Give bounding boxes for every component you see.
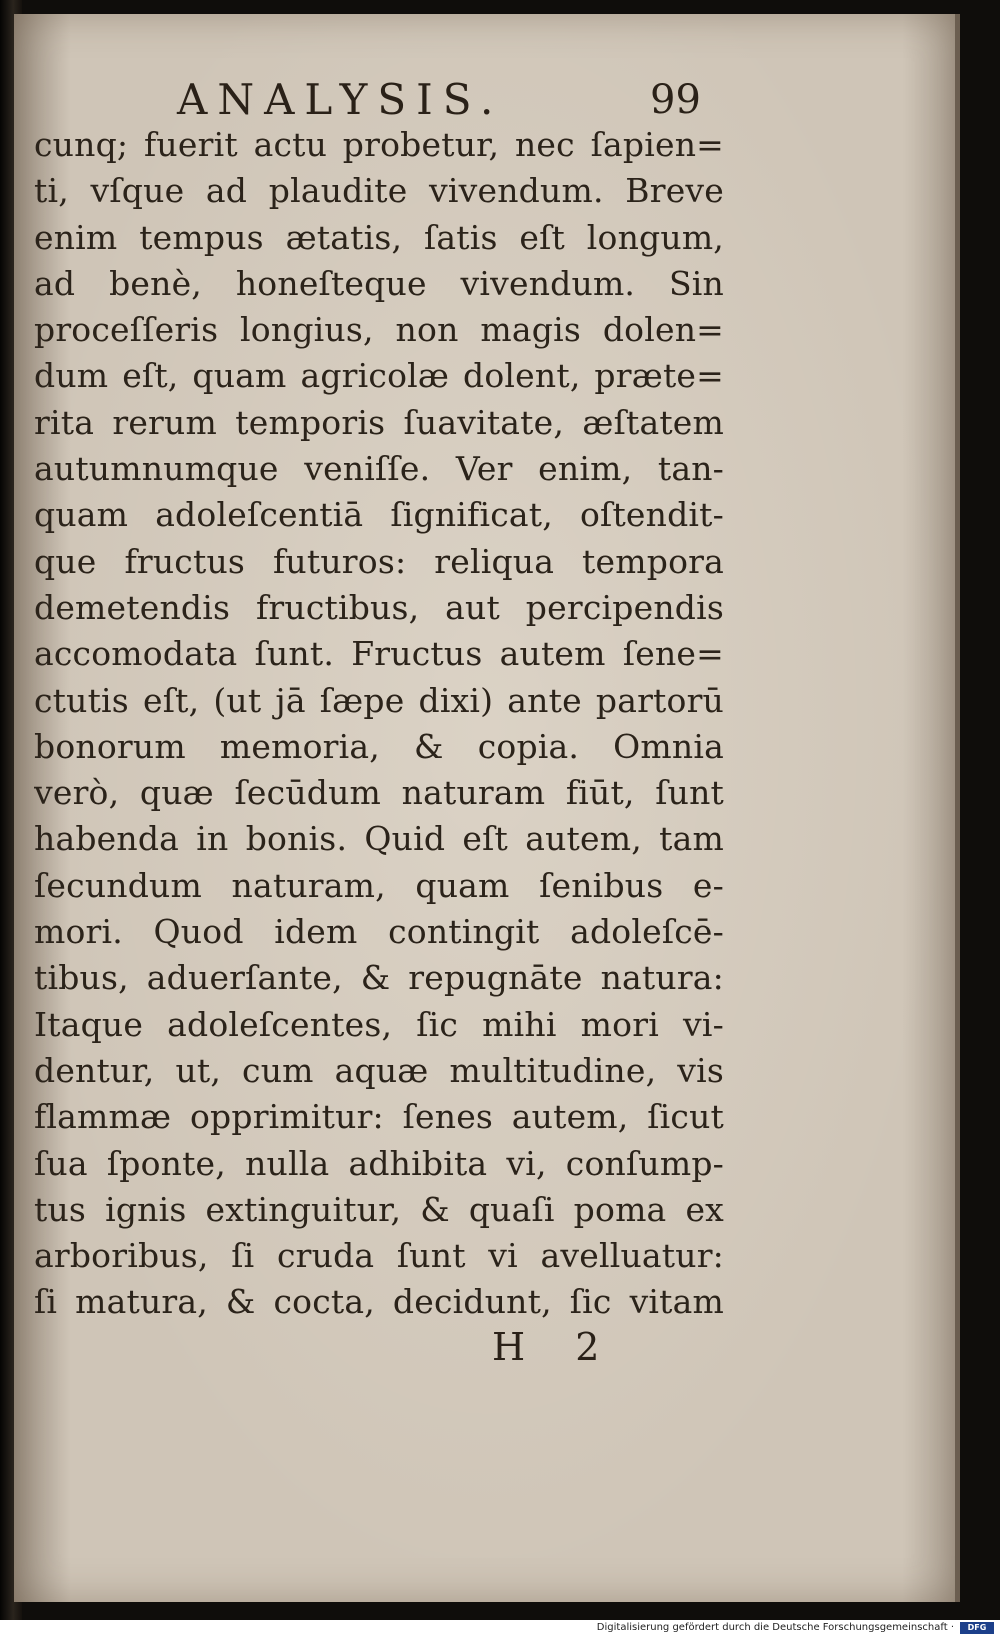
text-line: que fructus futuros: reliqua tempora xyxy=(34,541,724,581)
text-line: arboribus, ſi cruda ſunt vi avelluatur: xyxy=(34,1236,724,1276)
text-line: ſecundum naturam, quam ſenibus e- xyxy=(34,865,724,905)
text-line: rita rerum temporis ſuavitate, æſtatem xyxy=(34,402,724,442)
text-line: tibus, aduerſante, & repugnāte natura: xyxy=(34,958,724,998)
text-line: proceſſeris longius, non magis dolen= xyxy=(34,310,724,350)
text-line: ti, vſque ad plaudite vivendum. Breve xyxy=(34,171,724,211)
dfg-logo-icon[interactable]: DFG xyxy=(960,1622,994,1634)
page-number: 99 xyxy=(650,77,701,123)
page-edge xyxy=(955,14,960,1602)
text-line: enim tempus ætatis, ſatis eſt longum, xyxy=(34,217,724,257)
text-line: flammæ opprimitur: ſenes autem, ſicut xyxy=(34,1097,724,1137)
text-line: quam adoleſcentiā ſignificat, oſtendit- xyxy=(34,495,724,535)
text-line: tus ignis extinguitur, & quaſi poma ex xyxy=(34,1189,724,1229)
running-title: ANALYSIS. xyxy=(177,75,504,124)
text-line: cunq; fuerit actu probetur, nec ſapien= xyxy=(34,125,724,164)
text-line: autumnumque veniſſe. Ver enim, tan- xyxy=(34,449,724,489)
text-line: dentur, ut, cum aquæ multitudine, vis xyxy=(34,1050,724,1090)
text-line: habenda in bonis. Quid eſt autem, tam xyxy=(34,819,724,859)
text-line: verò, quæ ſecūdum naturam fiūt, ſunt xyxy=(34,773,724,813)
text-line: accomodata ſunt. Fructus autem ſene= xyxy=(34,634,724,674)
text-line: bonorum memoria, & copia. Omnia xyxy=(34,726,724,766)
text-line: demetendis fructibus, aut percipendis xyxy=(34,587,724,627)
text-line: Itaque adoleſcentes, ſic mihi mori vi- xyxy=(34,1004,724,1044)
funding-credit: Digitalisierung gefördert durch die Deutsche Forschungsgemeinschaft · xyxy=(596,1622,954,1633)
text-line: dum eſt, quam agricolæ dolent, præte= xyxy=(34,356,724,396)
text-line: ctutis eſt, (ut jā ſæpe dixi) ante partorū xyxy=(34,680,724,720)
text-line: ad benè, honeſteque vivendum. Sin xyxy=(34,263,724,303)
signature-mark: H 2 xyxy=(492,1325,600,1369)
body-text xyxy=(34,122,724,1326)
text-line: ſua ſponte, nulla adhibita vi, conſump- xyxy=(34,1143,724,1183)
digitization-footer xyxy=(0,1620,1000,1636)
text-line: ſi matura, & cocta, decidunt, ſic vitam xyxy=(34,1282,724,1322)
text-line: mori. Quod idem contingit adoleſcē- xyxy=(34,912,724,952)
page-header xyxy=(14,70,959,130)
